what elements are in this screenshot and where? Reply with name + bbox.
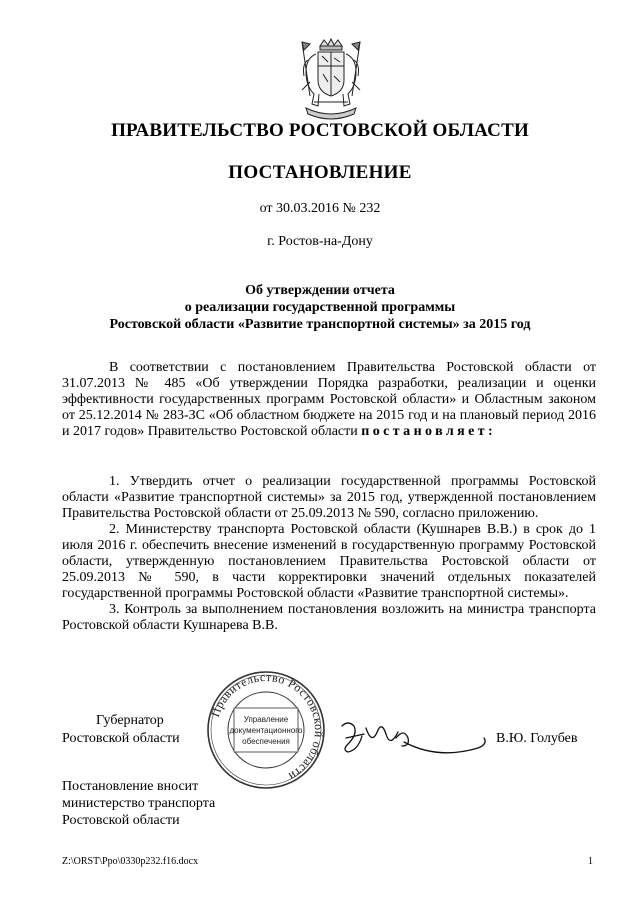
document-date-number: от 30.03.2016 № 232	[259, 201, 381, 216]
decree-items	[62, 474, 596, 634]
stamp-inner-line-3: обеспечения	[242, 737, 290, 746]
submitted-by-note	[62, 778, 215, 829]
subject-line-1: Об утверждении отчета	[245, 283, 395, 298]
stamp-inner-line-1: Управление	[243, 715, 289, 724]
decree-word: постановляет:	[361, 424, 497, 439]
subject-line-2: о реализации государственной программы	[184, 300, 456, 315]
submitted-by-line-2: министерство транспорта	[62, 796, 216, 811]
submitted-by-line-3: Ростовской области	[62, 813, 180, 828]
signatory-title-line-2: Ростовской области	[62, 731, 180, 746]
signatory-title-line-1: Губернатор	[96, 713, 164, 728]
preamble-text: В соответствии с постановлением Правительства Ростовской области от 31.07.2013 № 485 «Об утверждении Порядка разработки, реализации и оценки эффективности государственных программ Ростовской области» и Областным законом от 25.12.2014 № 283-ЗС «Об областном бюджете на 2015 год и на плановый период 2016 и 2017 годов» Правительство Ростовской области	[62, 360, 596, 439]
coat-of-arms-emblem	[292, 36, 370, 126]
page-number: 1	[588, 856, 593, 867]
decree-item-1: 1. Утвердить отчет о реализации государственной программы Ростовской области «Развитие транспортной системы» за 2015 год, утвержденной постановлением Правительства Ростовской области от 25.09.2013 № 590, согласно приложению.	[62, 474, 596, 521]
document-city: г. Ростов-на-Дону	[267, 234, 373, 249]
submitted-by-line-1: Постановление вносит	[62, 779, 199, 794]
organization-title: ПРАВИТЕЛЬСТВО РОСТОВСКОЙ ОБЛАСТИ	[111, 120, 529, 141]
subject-line-3: Ростовской области «Развитие транспортной системы» за 2015 год	[109, 317, 531, 332]
handwritten-signature	[338, 716, 490, 762]
official-stamp	[204, 668, 328, 792]
stamp-outer-text: Правительство Ростовской области	[207, 669, 327, 784]
document-subject	[0, 282, 640, 333]
signatory-title	[62, 712, 180, 748]
decree-item-3: 3. Контроль за выполнением постановления возложить на министра транспорта Ростовской области Кушнарева В.В.	[62, 602, 596, 633]
signatory-name: В.Ю. Голубев	[496, 731, 578, 746]
footer-file-path: Z:\ORST\Ppo\0330p232.f16.docx	[62, 856, 199, 867]
stamp-inner-line-2: документационного	[229, 726, 303, 735]
preamble-paragraph	[62, 360, 596, 440]
document-type: ПОСТАНОВЛЕНИЕ	[228, 162, 412, 183]
decree-item-2: 2. Министерству транспорта Ростовской области (Кушнарев В.В.) в срок до 1 июля 2016 г. обеспечить внесение изменений в государственную программу Ростовской области, утвержденную постановлением Правительства Ростовской области от 25.09.2013 № 590, в части корректировки значений отдельных показателей государственной программы Ростовской области «Развитие транспортной системы».	[62, 522, 596, 601]
